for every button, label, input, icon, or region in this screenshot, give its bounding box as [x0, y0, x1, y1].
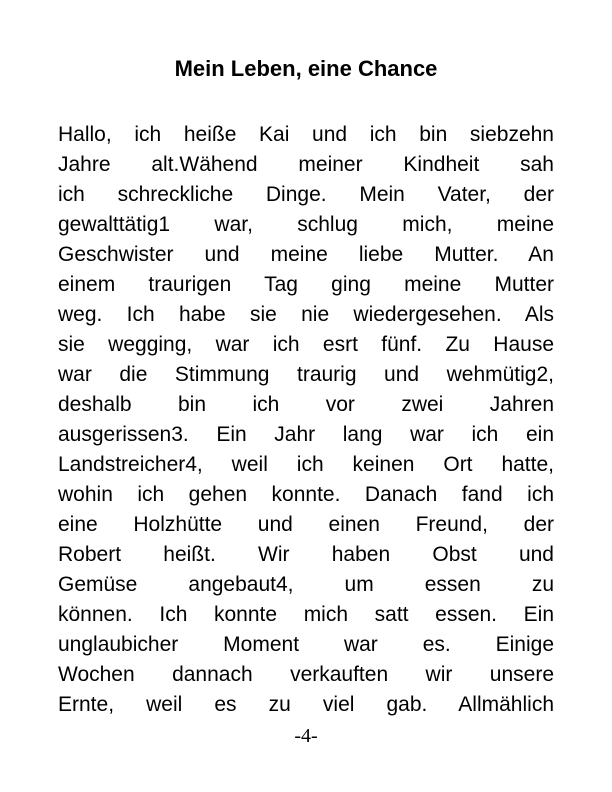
text-line: Gemüse angebaut4, um essen zu — [58, 573, 554, 596]
text-line: ich schreckliche Dinge. Mein Vater, der — [58, 183, 554, 206]
text-line: sie wegging, war ich esrt fünf. Zu Hause — [58, 333, 554, 356]
text-line: eine Holzhütte und einen Freund, der — [58, 513, 554, 536]
body-text — [58, 120, 554, 720]
text-line: wohin ich gehen konnte. Danach fand ich — [58, 483, 554, 506]
text-line: Landstreicher4, weil ich keinen Ort hatte, — [58, 453, 554, 476]
text-line: Robert heißt. Wir haben Obst und — [58, 543, 554, 566]
text-line: deshalb bin ich vor zwei Jahren — [58, 393, 554, 416]
text-line: Ernte, weil es zu viel gab. Allmählich — [58, 693, 554, 716]
page-number: -4- — [294, 725, 318, 747]
text-line: Hallo, ich heiße Kai und ich bin siebzehn — [58, 123, 554, 146]
text-line: einem traurigen Tag ging meine Mutter — [58, 273, 554, 296]
text-line: weg. Ich habe sie nie wiedergesehen. Als — [58, 303, 554, 326]
text-line: unglaubicher Moment war es. Einige — [58, 633, 554, 656]
text-line: ausgerissen3. Ein Jahr lang war ich ein — [58, 423, 554, 446]
text-line: Geschwister und meine liebe Mutter. An — [58, 243, 554, 266]
page-title: Mein Leben, eine Chance — [174, 56, 438, 81]
text-line: gewalttätig1 war, schlug mich, meine — [58, 213, 554, 236]
text-line: Wochen dannach verkauften wir unsere — [58, 663, 554, 686]
text-line: war die Stimmung traurig und wehmütig2, — [58, 363, 554, 386]
text-line: Jahre alt.Wähend meiner Kindheit sah — [58, 153, 554, 176]
text-line: können. Ich konnte mich satt essen. Ein — [58, 603, 554, 626]
